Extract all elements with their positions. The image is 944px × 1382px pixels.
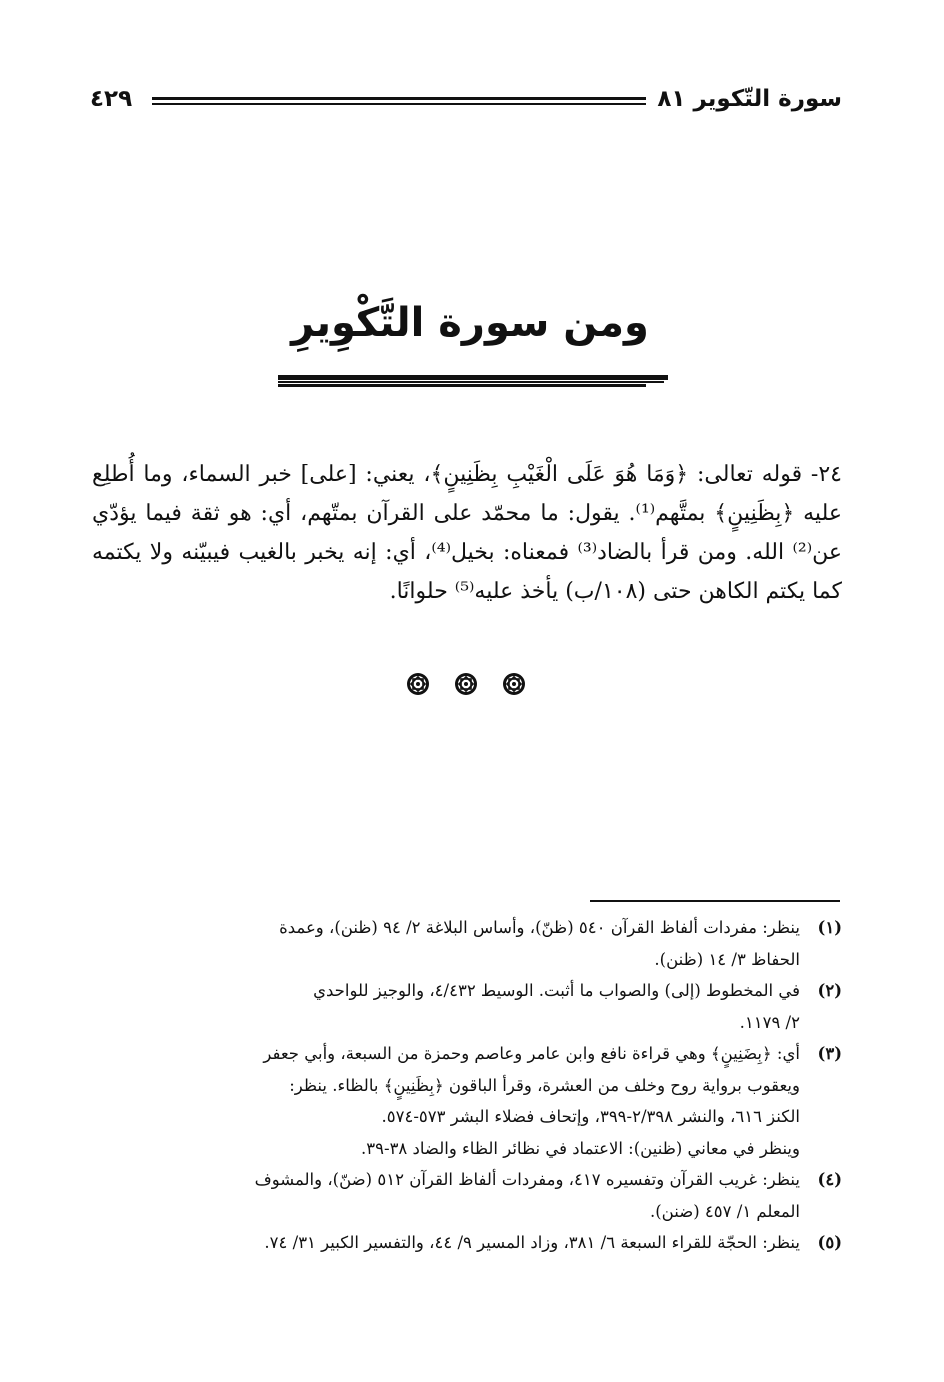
surah-heading: ومن سورة التَّكْوِيرِ (291, 300, 649, 346)
footnote-text (92, 975, 800, 1038)
footnote-line: ٢/ ١١٧٩. (739, 1012, 800, 1032)
footnote-number: (٥) (817, 1233, 842, 1252)
footnote-number: (٣) (817, 1044, 842, 1063)
section-end-ornaments (400, 672, 532, 700)
footnote-line: الكنز ٦١٦، والنشر ٢/٣٩٨-٣٩٩، وإتحاف فضلاء البشر ٥٧٣-٥٧٤. (381, 1107, 800, 1126)
footnote-line: أي: ﴿بِضَنِينٍ﴾ وهي قراءة نافع وابن عامر وعاصم وحمزة من السبعة، وأبي جعفر (263, 1044, 800, 1063)
footnote-1 (92, 912, 842, 975)
running-header-title: سورة التّكوير ٨١ (657, 86, 842, 112)
footnote-separator (590, 900, 840, 902)
ornament-icon (454, 672, 478, 696)
footnote-line: وينظر في معاني (ظنين): الاعتماد في نظائر الظاء والضاد ٣٨-٣٩. (361, 1138, 800, 1158)
footnote-line: ينظر: مفردات ألفاظ القرآن ٥٤٠ (ظنّ)، وأساس البلاغة ٢/ ٩٤ (ظنن)، وعمدة (279, 918, 800, 937)
footnotes (92, 912, 842, 1259)
footnote-line: ينظر: غريب القرآن وتفسيره ٤١٧، ومفردات ألفاظ القرآن ٥١٢ (ضنّ)، والمشوف (254, 1170, 800, 1189)
footnote-text (92, 1227, 800, 1259)
footnote-text (92, 1038, 800, 1164)
footnote-line: ويعقوب برواية روح وخلف من العشرة، وقرأ الباقون ﴿بِظَنِينٍ﴾ بالظاء. ينظر: (289, 1075, 800, 1095)
ornament-icon (502, 672, 526, 696)
heading-underline (278, 375, 668, 387)
footnote-text (92, 1164, 800, 1227)
header-rule (152, 97, 646, 105)
commentary-paragraph: ٢٤- قوله تعالى: ﴿وَمَا هُوَ عَلَى الْغَيْبِ بِظَنِينٍ﴾، يعني: [على] خبر السماء، وما أُطلِع عليه ﴿بِظَنِينٍ﴾ بمتَّهم⁽¹⁾. يقول: ما محمّد على القرآن بمتّهم، أي: هو ثقة فيما يؤدّي عن⁽²⁾ الله. ومن قرأ بالضاد⁽³⁾ فمعناه: بخيل⁽⁴⁾، أي: إنه يخبر بالغيب فيبيّنه ولا يكتمه كما يكتم الكاهن حتى (١٠٨/ب) يأخذ عليه⁽⁵⁾ حلوانًا. (92, 462, 843, 604)
footnote-number: (١) (817, 918, 842, 937)
footnote-number: (٤) (817, 1170, 842, 1189)
footnote-line: الحفاظ ٣/ ١٤ (ظنن). (654, 949, 800, 969)
commentary-body (92, 455, 842, 611)
footnote-4 (92, 1164, 842, 1227)
ornament-icon (406, 672, 430, 696)
footnote-number: (٢) (817, 981, 842, 1000)
footnote-2 (92, 975, 842, 1038)
footnote-3 (92, 1038, 842, 1164)
footnote-text (92, 912, 800, 975)
footnote-line: ينظر: الحجّة للقراء السبعة ٦/ ٣٨١، وزاد المسير ٩/ ٤٤، والتفسير الكبير ٣١/ ٧٤. (264, 1233, 800, 1252)
footnote-line: المعلم ١/ ٤٥٧ (ضنن). (649, 1201, 800, 1221)
footnote-5 (92, 1227, 842, 1259)
running-header (90, 86, 842, 122)
footnote-line: في المخطوط (إلى) والصواب ما أثبت. الوسيط ٤/٤٣٢، والوجيز للواحدي (313, 981, 800, 1000)
page-number: ٤٢٩ (90, 86, 133, 112)
